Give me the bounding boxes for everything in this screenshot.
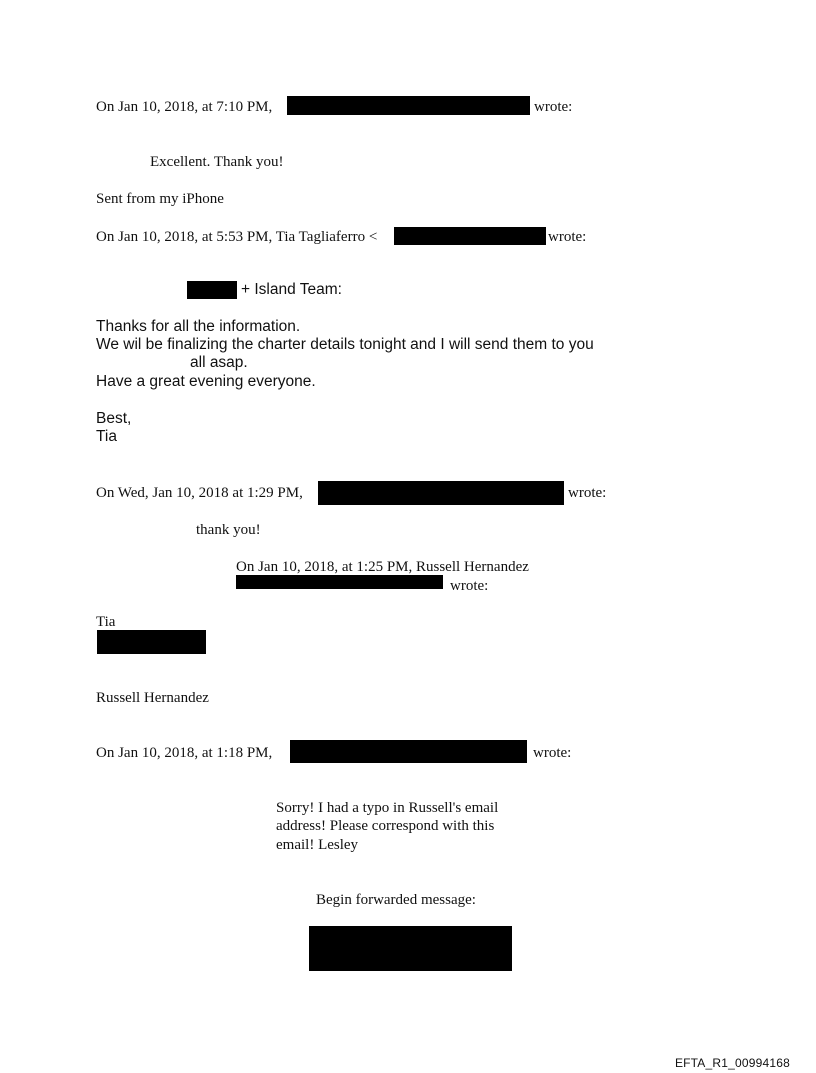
redacted-block	[287, 96, 530, 115]
email2-line-1: Thanks for all the information.	[96, 318, 301, 335]
redacted-block	[97, 630, 206, 654]
forwarded-message-label: Begin forwarded message:	[316, 892, 476, 908]
redacted-block	[290, 740, 527, 763]
redacted-block	[309, 926, 512, 971]
email5-header-prefix: On Jan 10, 2018, at 1:18 PM,	[96, 745, 273, 761]
redacted-block	[318, 481, 564, 505]
email1-wrote: wrote:	[534, 99, 573, 115]
email4-signature: Russell Hernandez	[96, 690, 209, 706]
email3-wrote: wrote:	[568, 485, 607, 501]
email2-closing: Best,	[96, 410, 132, 427]
document-id: EFTA_R1_00994168	[674, 1056, 790, 1070]
email4-wrote: wrote:	[450, 578, 489, 594]
email1-signature: Sent from my iPhone	[96, 191, 224, 207]
email5-body-line-3: email! Lesley	[276, 837, 359, 853]
email2-wrote: wrote:	[548, 229, 587, 245]
email2-sender-name: Tia	[96, 428, 117, 445]
email5-body-line-1: Sorry! I had a typo in Russell's email	[276, 800, 499, 816]
email5-wrote: wrote:	[533, 745, 572, 761]
redacted-block	[187, 281, 237, 299]
email3-header-prefix: On Wed, Jan 10, 2018 at 1:29 PM,	[96, 485, 303, 501]
email5-body-line-2: address! Please correspond with this	[276, 818, 495, 834]
email4-body-name: Tia	[96, 614, 116, 630]
email2-line-4: Have a great evening everyone.	[96, 373, 316, 390]
email4-header-line1: On Jan 10, 2018, at 1:25 PM, Russell Hernandez	[236, 559, 529, 575]
email2-header-prefix: On Jan 10, 2018, at 5:53 PM, Tia Tagliaferro <	[96, 229, 378, 245]
email1-header-prefix: On Jan 10, 2018, at 7:10 PM,	[96, 99, 273, 115]
email2-line-3: all asap.	[190, 354, 248, 371]
redacted-block	[236, 575, 443, 589]
email2-salutation: + Island Team:	[241, 281, 342, 298]
email1-body: Excellent. Thank you!	[150, 154, 284, 170]
email3-body: thank you!	[196, 522, 261, 538]
email2-line-2: We wil be finalizing the charter details tonight and I will send them to you	[96, 336, 594, 353]
redacted-block	[394, 227, 546, 245]
